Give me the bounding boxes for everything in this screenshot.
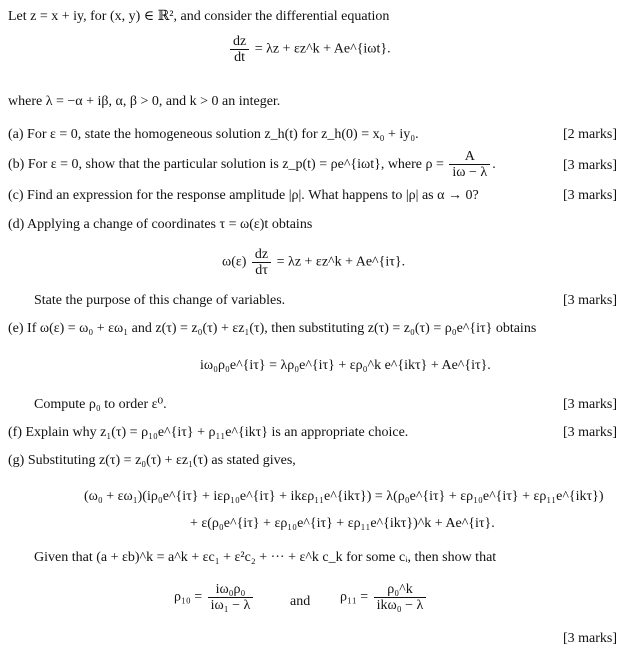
part-d-frac-num: dz <box>252 247 271 263</box>
part-b-frac-num: A <box>449 149 490 165</box>
part-b-marks: [3 marks] <box>562 158 617 173</box>
part-b-fraction <box>449 149 490 180</box>
part-a-marks: [2 marks] <box>562 127 617 142</box>
rho11-equation <box>340 582 428 613</box>
part-e-text: (e) If ω(ε) = ω₀ + εω₁ and z(τ) = z₀(τ) + εz₁(τ), then substituting z(τ) = z₀(τ) = ρ₀e^{iτ} obtains <box>8 321 537 336</box>
part-c-marks: [3 marks] <box>562 188 617 203</box>
part-f-marks: [3 marks] <box>562 425 617 440</box>
part-e-compute: Compute ρ₀ to order ε⁰. <box>34 397 167 412</box>
part-d-fraction <box>252 247 271 278</box>
part-c-text: (c) Find an expression for the response amplitude |ρ|. What happens to |ρ| as α → 0? <box>8 188 479 203</box>
part-b-frac-den: iω − λ <box>452 165 488 181</box>
part-b-post: . <box>492 157 496 172</box>
rho10-num: iω₀ρ₀ <box>208 582 254 598</box>
rho10-den: iω₁ − λ <box>210 598 251 613</box>
rho10-fraction <box>208 582 254 613</box>
part-d-equation <box>222 247 405 278</box>
main-eq-num: dz <box>230 34 249 50</box>
main-equation <box>228 34 391 65</box>
part-g-marks: [3 marks] <box>562 631 617 646</box>
part-b-pre: (b) For ε = 0, show that the particular solution is z_p(t) = ρe^{iωt}, where ρ = <box>8 157 444 172</box>
part-d-purpose: State the purpose of this change of variables. <box>34 293 286 308</box>
rho10-equation <box>174 582 255 613</box>
rho11-den: ikω₀ − λ <box>376 598 424 613</box>
rho11-lhs: ρ₁₁ = <box>340 589 369 605</box>
part-d-text: (d) Applying a change of coordinates τ = ω(ε)t obtains <box>8 217 313 232</box>
part-g-given: Given that (a + εb)^k = a^k + εc₁ + ε²c₂ + ··· + ε^k c_k for some cᵢ, then show that <box>34 550 497 565</box>
part-g-eq2: + ε(ρ₀e^{iτ} + ερ₁₀e^{iτ} + ερ₁₁e^{ikτ})^k + Ae^{iτ}. <box>190 516 495 531</box>
and-label: and <box>290 594 311 609</box>
part-a-text: (a) For ε = 0, state the homogeneous solution z_h(t) for z_h(0) = x₀ + iy₀. <box>8 127 419 142</box>
part-e-marks: [3 marks] <box>562 397 617 412</box>
part-b-text <box>8 148 496 182</box>
part-d-eq-pre: ω(ε) <box>222 254 247 270</box>
part-g-eq1: (ω₀ + εω₁)(iρ₀e^{iτ} + iερ₁₀e^{iτ} + ikερ₁₁e^{ikτ}) = λ(ρ₀e^{iτ} + ερ₁₀e^{iτ} + ερ₁₁e^{ikτ}) <box>84 489 604 504</box>
part-f-text: (f) Explain why z₁(τ) = ρ₁₀e^{iτ} + ρ₁₁e^{ikτ} is an appropriate choice. <box>8 425 409 440</box>
part-d-marks: [3 marks] <box>562 293 617 308</box>
part-d-frac-den: dτ <box>255 263 268 278</box>
intro-line: Let z = x + iy, for (x, y) ∈ ℝ², and consider the differential equation <box>8 9 390 24</box>
part-d-eq-rhs: = λz + εz^k + Ae^{iτ}. <box>276 254 406 270</box>
rho11-num: ρ₀^k <box>374 582 427 598</box>
part-e-equation: iω₀ρ₀e^{iτ} = λρ₀e^{iτ} + ερ₀^k e^{ikτ} + Ae^{iτ}. <box>200 358 491 373</box>
main-eq-rhs: = λz + εz^k + Ae^{iωt}. <box>254 41 391 57</box>
where-line: where λ = −α + iβ, α, β > 0, and k > 0 an integer. <box>8 94 281 109</box>
main-eq-fraction <box>230 34 249 65</box>
rho11-fraction <box>374 582 427 613</box>
part-g-text: (g) Substituting z(τ) = z₀(τ) + εz₁(τ) as stated gives, <box>8 453 296 468</box>
rho10-lhs: ρ₁₀ = <box>174 589 203 605</box>
main-eq-den: dt <box>234 50 246 65</box>
